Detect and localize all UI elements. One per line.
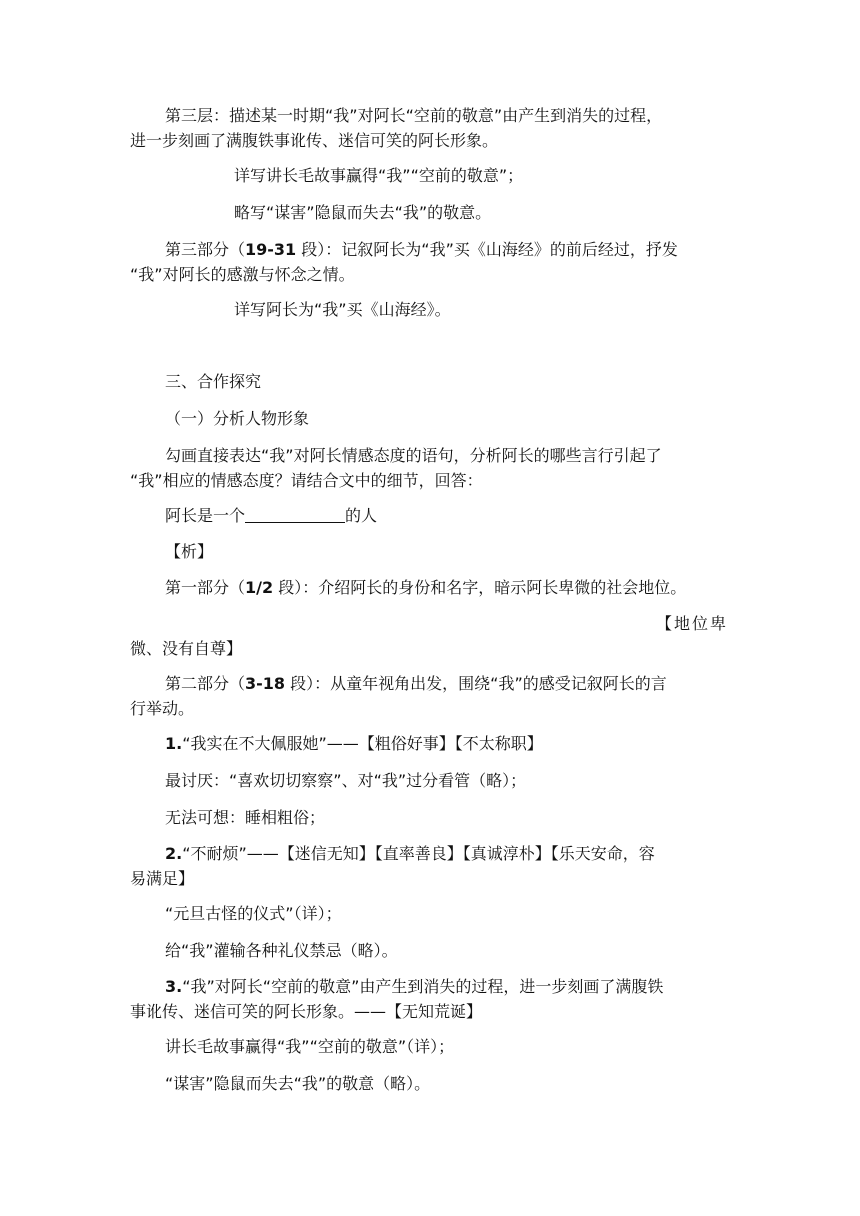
text-span: 段）：从童年视角出发，围绕“我”的感受记叙阿长的言 — [285, 674, 667, 693]
text-span: 第一部分（ — [165, 578, 246, 597]
list-number: 2. — [165, 844, 183, 863]
paragraph-range: 3-18 — [245, 674, 286, 693]
fill-in-line — [165, 506, 377, 526]
text-line: 事讹传、迷信可笑的阿长形象。——【无知荒诞】 — [130, 1002, 483, 1021]
analysis-label: 【析】 — [165, 542, 214, 561]
text-span: 段）：记叙阿长为“我”买《山海经》的前后经过，抒发 — [296, 240, 678, 259]
text-line: “我”相应的情感态度？请结合文中的细节，回答： — [130, 471, 483, 490]
text-line — [165, 240, 678, 260]
text-line: 行举动。 — [130, 699, 195, 718]
text-span: 阿长是一个 — [165, 506, 246, 525]
text-line: 略写“谋害”隐鼠而失去“我”的敬意。 — [234, 203, 492, 222]
paragraph-range: 19-31 — [245, 240, 297, 259]
text-span: 段）：介绍阿长的身份和名字，暗示阿长卑微的社会地位。 — [273, 578, 687, 597]
text-span: 第三部分（ — [165, 240, 246, 259]
text-line — [165, 578, 686, 598]
text-span: “我”对阿长“空前的敬意”由产生到消失的过程，进一步刻画了满腹铁 — [182, 977, 664, 996]
text-line: 第三层：描述某一时期“我”对阿长“空前的敬意”由产生到消失的过程， — [165, 106, 663, 125]
section-heading: 三、合作探究 — [165, 372, 262, 391]
answer-blank — [245, 506, 345, 523]
text-line: “谋害”隐鼠而失去“我”的敬意（略）。 — [165, 1074, 431, 1093]
text-line: 讲长毛故事赢得“我”“空前的敬意”（详）； — [165, 1037, 455, 1056]
text-span: 第二部分（ — [165, 674, 246, 693]
text-line: 给“我”灌输各种礼仪禁忌（略）。 — [165, 941, 398, 960]
text-line: 详写讲长毛故事赢得“我”“空前的敬意”； — [234, 166, 524, 185]
text-line: “我”对阿长的感激与怀念之情。 — [130, 265, 355, 284]
text-span: “不耐烦”——【迷信无知】【直率善良】【真诚淳朴】【乐天安命，容 — [182, 844, 655, 863]
text-line: 微、没有自尊】 — [130, 639, 243, 658]
text-line: 最讨厌：“喜欢切切察察”、对“我”过分看管（略）； — [165, 771, 527, 790]
text-line — [165, 674, 667, 694]
text-line: 无法可想：睡相粗俗； — [165, 808, 326, 827]
list-item — [165, 844, 655, 864]
subsection-heading: （一）分析人物形象 — [165, 409, 310, 428]
text-line: 进一步刻画了满腹铁事讹传、迷信可笑的阿长形象。 — [130, 131, 499, 150]
text-line: 易满足】 — [130, 869, 195, 888]
list-number: 3. — [165, 977, 183, 996]
list-item — [165, 977, 663, 997]
text-span: 的人 — [345, 506, 378, 525]
text-span: “我实在不大佩服她”——【粗俗好事】【不太称职】 — [182, 734, 543, 753]
list-number: 1. — [165, 734, 183, 753]
text-line: 【地位卑 — [655, 614, 728, 633]
text-line: 详写阿长为“我”买《山海经》。 — [234, 300, 451, 319]
text-line: “元旦古怪的仪式”（详）； — [165, 904, 342, 923]
text-line: 勾画直接表达“我”对阿长情感态度的语句，分析阿长的哪些言行引起了 — [165, 446, 662, 465]
list-item — [165, 734, 543, 754]
paragraph-range: 1/2 — [245, 578, 274, 597]
